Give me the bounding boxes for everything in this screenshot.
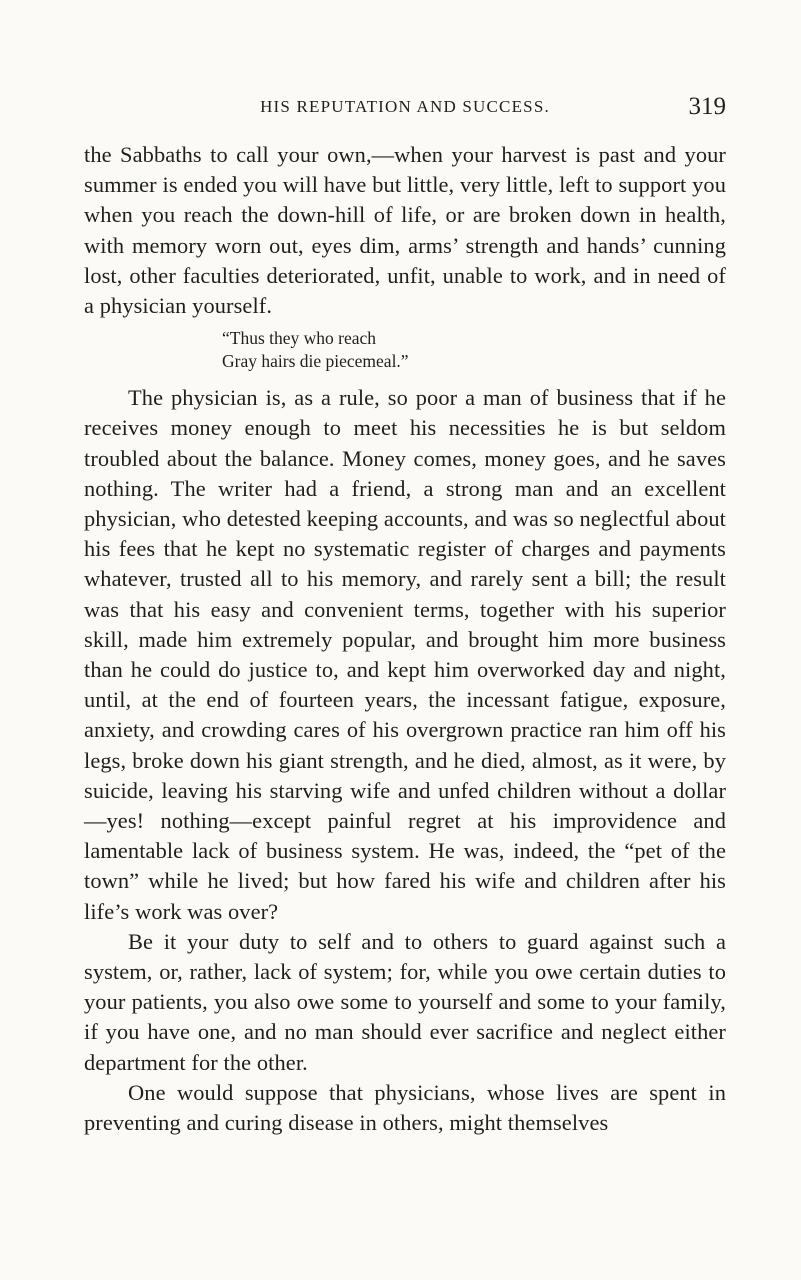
paragraph-4: One would suppose that physicians, whose lives are spent in preventing and curing disease in others, might themselves — [84, 1079, 726, 1136]
page-header — [84, 95, 726, 123]
paragraph-1: the Sabbaths to call your own,—when your harvest is past and your summer is ended you will have but little, very little, left to support you when you reach the down-hill of life, or are broken down in health, with memory worn out, eyes dim, arms’ strength and hands’ cunning lost, other faculties deteriorated, unfit, unable to work, and in need of a physician yourself. — [84, 142, 726, 319]
body-text — [84, 140, 726, 1138]
quote-line-1: “Thus they who reach — [222, 328, 377, 349]
paragraph-3: Be it your duty to self and to others to guard against such a system, or, rather, lack of system; for, while you owe certain duties to your patients, you also owe some to yourself and some to your family, if you have one, and no man should ever sacrifice and neglect either department for the other. — [84, 928, 726, 1075]
verse-quote — [84, 327, 726, 373]
paragraph-2: The physician is, as a rule, so poor a man of business that if he receives money enough to meet his necessities he is but seldom troubled about the balance. Money comes, money goes, and he saves nothing. The writer had a friend, a strong man and an excellent physician, who detested keeping accounts, and was so neglectful about his fees that he kept no systematic register of charges and payments whatever, trusted all to his memory, and rarely sent a bill; the result was that his easy and convenient terms, together with his superior skill, made him extremely popular, and brought him more business than he could do justice to, and kept him overworked day and night, until, at the end of fourteen years, the incessant fatigue, exposure, anxiety, and crowding cares of his overgrown practice ran him off his legs, broke down his giant strength, and he died, almost, as it were, by suicide, leaving his starving wife and unfed children without a dollar—yes! nothing—except painful regret at his improvidence and lamentable lack of business system. He was, indeed, the “pet of the town” while he lived; but how fared his wife and children after his life’s work was over? — [84, 385, 726, 924]
page-number: 319 — [688, 93, 726, 120]
quote-line-2: Gray hairs die piecemeal.” — [222, 351, 409, 372]
running-head: HIS REPUTATION AND SUCCESS. — [260, 97, 550, 116]
